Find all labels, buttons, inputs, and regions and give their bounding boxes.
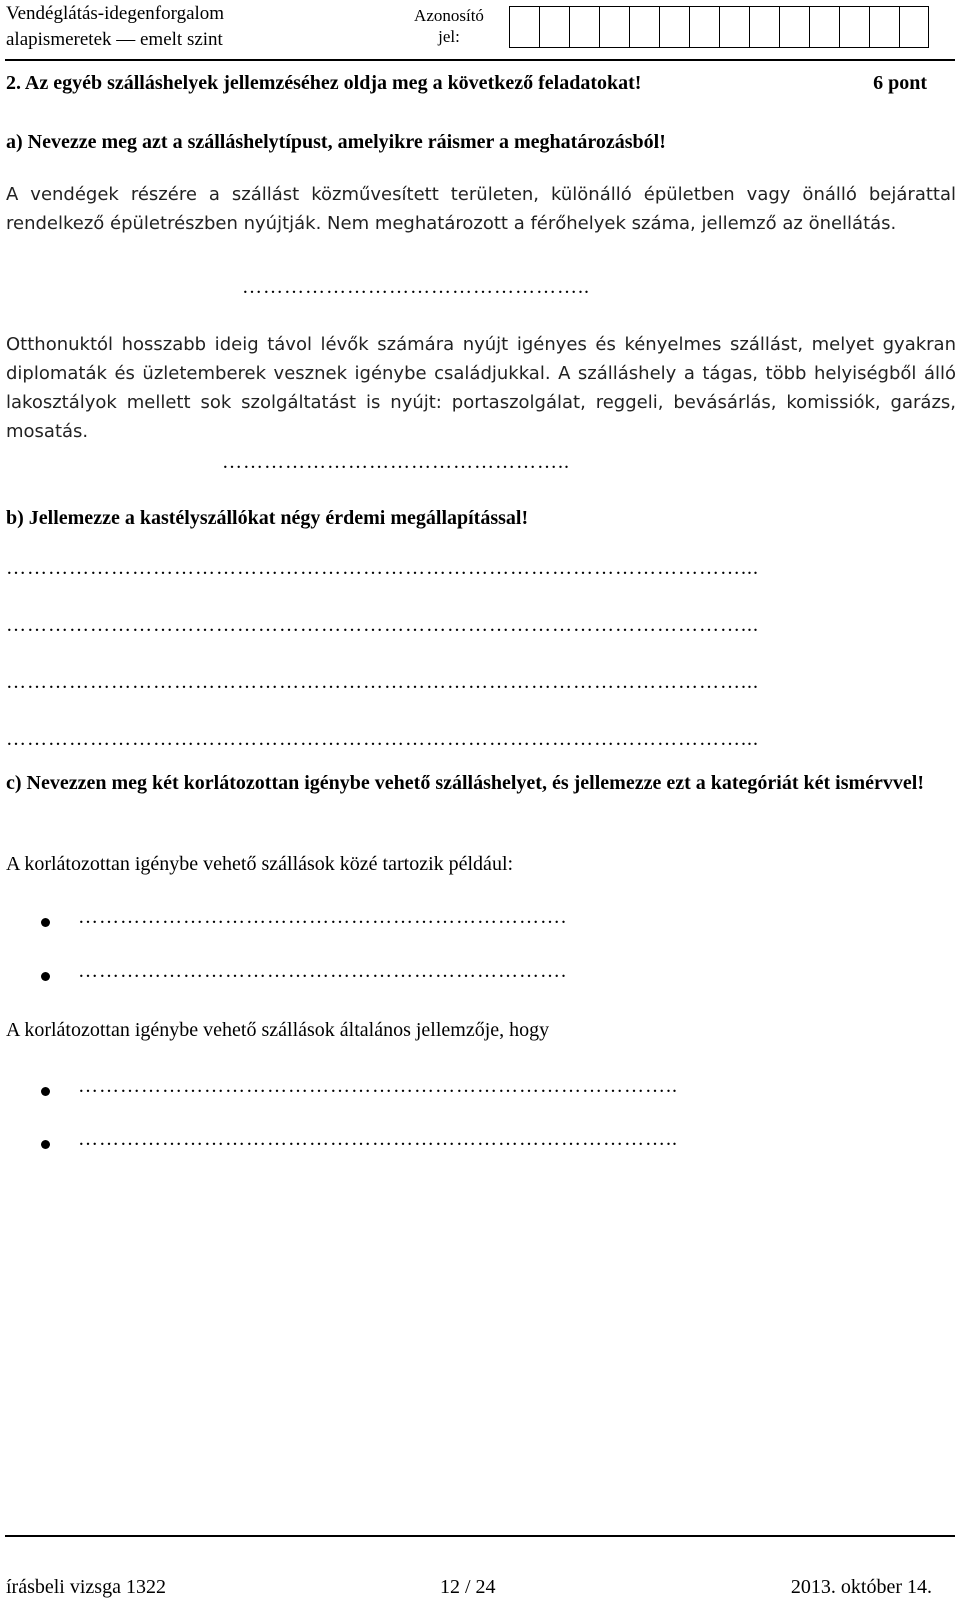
subject-line-2: alapismeretek — emelt szint: [6, 29, 223, 50]
id-box[interactable]: [749, 6, 779, 48]
id-box[interactable]: [809, 6, 839, 48]
part-a-definition-2: Otthonuktól hosszabb ideig távol lévők számára nyújt igényes és kényelmes szállást, melyet gyakran diplomaták és üzletemberek vesznek igénybe családjukkal. A szálláshely a tágas, több helyiségből álló lakosztályok mellett sok szolgáltatást is nyújt: portaszolgálat, reggeli, bevásárlás, komissiók, garázs, mosatás.: [6, 334, 956, 442]
part-c-examples-intro: A korlátozottan igénybe vehető szállások közé tartozik például:: [6, 853, 514, 875]
part-a-question: a) Nevezze meg azt a szálláshelytípust, amelyikre ráismer a meghatározásból!: [6, 131, 666, 153]
part-a-answer-1[interactable]: …………………………………………..: [242, 276, 590, 298]
task-title: 2. Az egyéb szálláshelyek jellemzéséhez oldja meg a következő feladatokat!: [6, 72, 642, 94]
id-box[interactable]: [719, 6, 749, 48]
part-b-line[interactable]: ……………………………………………………………………………………………...: [6, 614, 759, 636]
task-points: 6 pont: [873, 72, 927, 94]
id-boxes: [509, 6, 929, 48]
part-c-question: c) Nevezzen meg két korlátozottan igénybe vehető szálláshelyet, és jellemezze ezt a kategóriát két ismérvvel!: [6, 772, 924, 794]
part-a-answer-2[interactable]: …………………………………………..: [222, 451, 570, 473]
id-label: [412, 5, 486, 47]
part-c-example-1[interactable]: …………………………………………………………….: [78, 906, 567, 928]
part-c-feature-2[interactable]: …………………………………………………………………………..: [78, 1128, 678, 1150]
id-label-line-2: jel:: [438, 27, 460, 46]
bullet-icon: [41, 918, 50, 927]
part-c-feature-1[interactable]: …………………………………………………………………………..: [78, 1075, 678, 1097]
id-box[interactable]: [509, 6, 539, 48]
bullet-icon: [41, 972, 50, 981]
id-box[interactable]: [869, 6, 899, 48]
footer-date: 2013. október 14.: [790, 1576, 932, 1598]
part-b-line[interactable]: ……………………………………………………………………………………………...: [6, 557, 759, 579]
subject-line-1: Vendéglátás-idegenforgalom: [6, 3, 225, 24]
footer-rule: [5, 1535, 955, 1537]
id-box[interactable]: [629, 6, 659, 48]
part-b-line[interactable]: ……………………………………………………………………………………………...: [6, 728, 759, 750]
footer-page-number: 12 / 24: [440, 1576, 496, 1598]
id-box[interactable]: [569, 6, 599, 48]
footer-exam-code: írásbeli vizsga 1322: [6, 1576, 166, 1598]
id-box[interactable]: [659, 6, 689, 48]
id-label-line-1: Azonosító: [414, 6, 484, 25]
part-b-question: b) Jellemezze a kastélyszállókat négy érdemi megállapítással!: [6, 507, 529, 529]
bullet-icon: [41, 1087, 50, 1096]
part-c-example-2[interactable]: …………………………………………………………….: [78, 960, 567, 982]
id-box[interactable]: [839, 6, 869, 48]
id-box[interactable]: [689, 6, 719, 48]
part-a-definition-1: A vendégek részére a szállást közművesített területen, különálló épületben vagy önálló bejárattal rendelkező épületrészben nyújtják. Nem meghatározott a férőhelyek száma, jellemző az önellátás.: [6, 184, 956, 234]
header-rule: [5, 59, 955, 61]
id-box[interactable]: [779, 6, 809, 48]
id-box[interactable]: [539, 6, 569, 48]
id-box[interactable]: [899, 6, 929, 48]
part-b-line[interactable]: ……………………………………………………………………………………………...: [6, 671, 759, 693]
part-c-features-intro: A korlátozottan igénybe vehető szállások általános jellemzője, hogy: [6, 1019, 550, 1041]
bullet-icon: [41, 1140, 50, 1149]
id-box[interactable]: [599, 6, 629, 48]
